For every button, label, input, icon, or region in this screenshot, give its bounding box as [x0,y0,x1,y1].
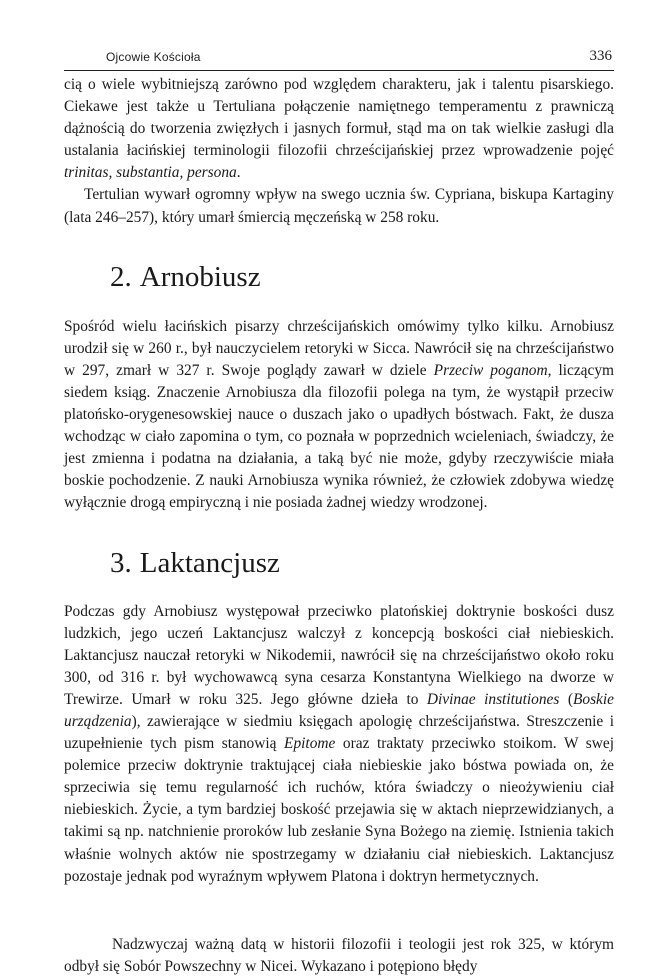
latin-terms: trinitas, substantia, persona [64,164,237,182]
laktancjusz-text-a: Podczas gdy Arnobiusz występował przeciwko platońskiej doktrynie boskości dusz ludzkich, jego uczeń Laktancjusz walczył z koncepcją boskości ciał niebieskich. Laktancjusz nauczał retoryki w Nikodemii, nawrócił się na chrześcijaństwo około roku 300, od 316 r. był wychowawcą syna cesarza Konstantyna Wielkiego na dworze w Trewirze. Umarł w roku 325. Jego główne dzieła to [64,602,614,708]
work-epitome: Epitome [284,735,336,753]
intro-p1-end: . [236,164,241,182]
section-3-number: 3. [110,546,132,579]
arnobiusz-paragraph [64,316,614,515]
section-heading-laktancjusz [64,546,614,580]
arnobiusz-text-a: Spośród wielu łacińskich pisarzy chrześcijańskich omówimy tylko kilku. Arnobiusz urodził się w 260 r., był nauczycielem retoryki w Sicca. Nawrócił się na chrześcijaństwo w 297, zmarł w 327 r. Swoje poglądy zawarł w dziele [64,317,614,379]
work-przeciw-poganom: Przeciw poganom [433,361,548,379]
intro-paragraph-1 [64,74,614,184]
section-heading-arnobiusz [64,260,614,294]
paren-open: ( [559,690,573,708]
intro-paragraph-2: Tertulian wywarł ogromny wpływ na swego ucznia św. Cypriana, biskupa Kartaginy (lata 246–257), który umarł śmiercią męczeńską w 258 roku. [64,186,614,226]
running-title: Ojcowie Kościoła [106,50,201,64]
work-boskie-urzadzenia: Boskie urządzenia [64,690,614,730]
laktancjusz-paragraph [64,601,614,888]
running-head [64,48,614,71]
arnobiusz-text-b: , liczącym siedem ksiąg. Znaczenie Arnobiusza dla filozofii polega na tym, że wystąpił przeciw platońsko-orygenesowskiej nauce o duszach jako o upadłych bóstwach. Fakt, że dusza wchodząc w ciało zapomina o tym, co poznała w poprzednich wcieleniach, świadczy, że jest zmienna i podatna na działania, a taką być nie może, gdyby rzeczywiście miała boskie pochodzenie. Z nauki Arnobiusza wynika również, że człowiek zdobywa wiedzę wyłącznie drogą empiryczną i nie posiada żadnej wiedzy wrodzonej. [64,361,614,512]
page-number: 336 [589,48,612,64]
laktancjusz-text-c: oraz traktaty przeciwko stoikom. W swej polemice przeciw doktrynie traktującej ciała niebieskie jako bóstwa powiada on, że sprzeciwia się temu regularność ich ruchów, która świadczy o nieożywieniu ciał niebieskich. Życie, a tym bardziej boskość przejawia się w aktach nieprzewidzianych, a takimi są np. natchnienie proroków lub zesłanie Syna Bożego na ziemię. Istnienia takich właśnie wolnych aktów nie spostrzegamy w działaniu ciał niebieskich. Laktancjusz pozostaje jednak pod wyraźnym wpływem Platona i doktryn hermetycznych. [64,735,614,885]
book-page [64,0,614,978]
section-2-title: Arnobiusz [139,260,261,293]
work-divinae-institutiones: Divinae institutiones [426,690,560,708]
intro-p1-text: cią o wiele wybitniejszą zarówno pod względem charakteru, jak i talentu pisarskiego. Ciekawe jest także u Tertuliana połączenie namiętnego temperamentu z prawniczą dążnością do tworzenia zwięzłych i jasnych formuł, stąd ma on tak wielkie zasługi dla ustalania łacińskiej terminologii filozofii chrześcijańskiej przez wprowadzenie pojęć [64,76,614,160]
section-2-number: 2. [110,260,132,293]
closing-paragraph: Nadzwyczaj ważną datą w historii filozofii i teologii jest rok 325, w którym odbył się Sobór Powszechny w Nicei. Wykazano i potępiono błędy [64,935,614,975]
body-text [64,74,614,978]
section-3-title: Laktancjusz [139,546,280,579]
laktancjusz-text-b: ), zawierające w siedmiu księgach apologię chrześcijaństwa. Streszczenie i uzupełnienie tych pism stanowią [64,712,614,753]
